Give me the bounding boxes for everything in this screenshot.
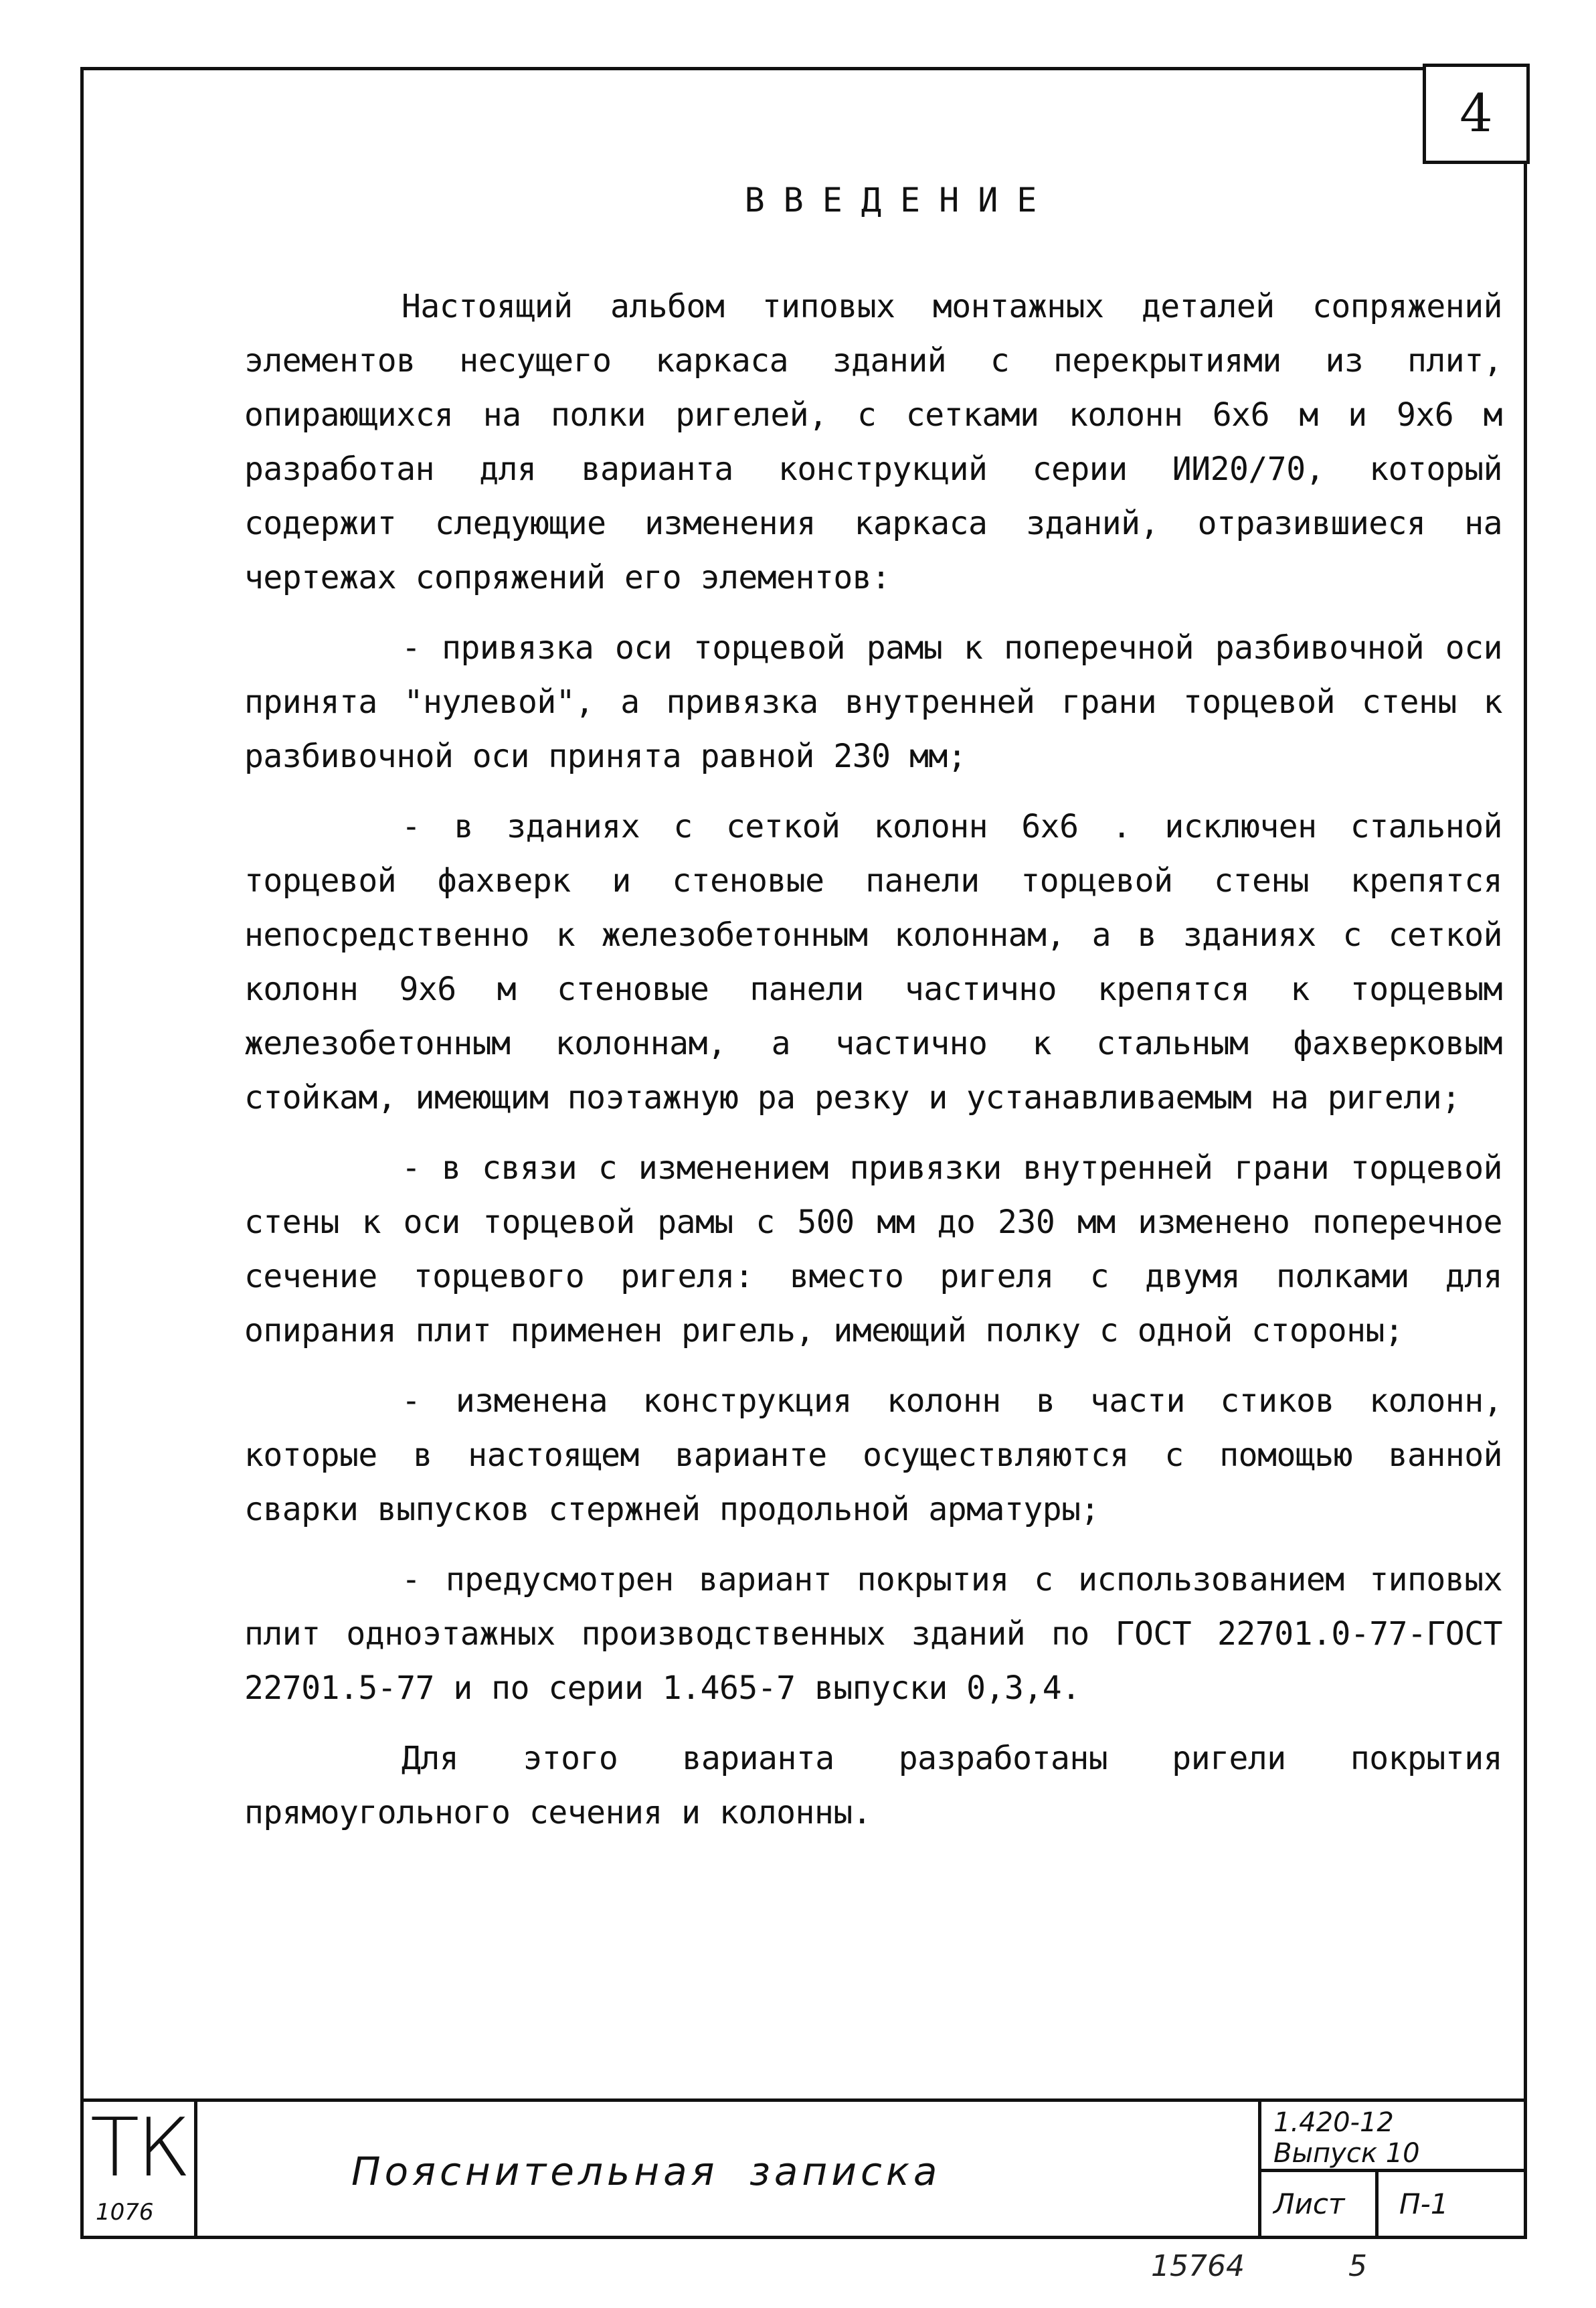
- series-code: 1.420-12: [1273, 2107, 1394, 2138]
- series-info: [1261, 2102, 1524, 2172]
- page-title: ВВЕДЕНИЕ: [744, 181, 1056, 220]
- list-item-column-joints: - изменена конструкция колонн в части стиков колонн, которые в настоящем варианте осуществляются с помощью ванной сварки выпусков стержней продольной арматуры;: [244, 1382, 1502, 1528]
- document-title: Пояснительная записка: [351, 2149, 942, 2194]
- list-item-girder-section: - в связи с изменением привязки внутренней грани торцевой стены к оси торцевой рамы с 500 мм до 230 мм изменено поперечное сечение торцевого ригеля: вместо ригеля с двумя полками для опирания плит применен ригель, имеющий полку с одной стороны;: [244, 1149, 1502, 1349]
- list-item-roof-variant: - предусмотрен вариант покрытия с использованием типовых плит одноэтажных производственных зданий по ГОСТ 22701.0-77-ГОСТ 22701.5-77 и по серии 1.465-7 выпуски 0,3,4.: [244, 1561, 1502, 1707]
- intro-paragraph: Настоящий альбом типовых монтажных деталей сопряжений элементов несущего каркаса зданий с перекрытиями из плит, опирающихся на полки ригелей, с сетками колонн 6х6 м и 9х6 м разработан для варианта конструкций серии ИИ20/70, который содержит следующие изменения каркаса зданий, отразившиеся на чертежах сопряжений его элементов:: [244, 288, 1502, 596]
- page-number-box: 4: [1423, 64, 1530, 164]
- inventory-number: 15764: [1151, 2249, 1245, 2283]
- tk-cell: [84, 2102, 197, 2236]
- title-block: [80, 2098, 1527, 2239]
- list-item-axis-binding: - привязка оси торцевой рамы к поперечной разбивочной оси принята "нулевой", а привязка внутренней грани торцевой стены к разбивочной оси принята равной 230 мм;: [244, 629, 1502, 775]
- sheet-label: Лист: [1261, 2172, 1379, 2236]
- sheet-counter: 5: [1348, 2249, 1367, 2283]
- document-body: [244, 181, 1502, 1856]
- tk-number: 1076: [96, 2199, 154, 2226]
- issue-label: Выпуск 10: [1273, 2138, 1420, 2169]
- code-cell: [1258, 2102, 1524, 2236]
- closing-paragraph: Для этого варианта разработаны ригели покрытия прямоугольного сечения и колонны.: [244, 1740, 1502, 1831]
- tk-logo: ТК: [90, 2102, 189, 2195]
- sheet-value: П-1: [1399, 2188, 1449, 2220]
- list-item-end-framework: - в зданиях с сеткой колонн 6х6 . исключен стальной торцевой фахверк и стеновые панели торцевой стены крепятся непосредственно к железобетонным колоннам, а в зданиях с сеткой колонн 9х6 м стеновые панели частично крепятся к торцевым железобетонным колоннам, а частично к стальным фахверковым стойкам, имеющим поэтажную ра резку и устанавливаемым на ригели;: [244, 808, 1502, 1117]
